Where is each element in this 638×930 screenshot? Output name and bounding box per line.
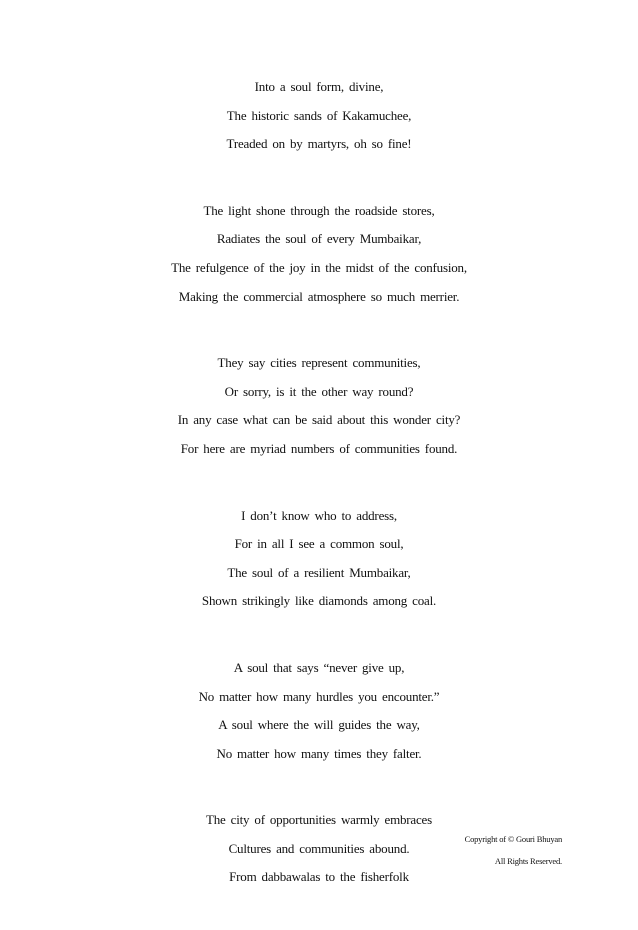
stanza-3 (0, 349, 638, 463)
poem-line: In any case what can be said about this wonder city? (177, 412, 461, 428)
poem-line: For in all I see a common soul, (234, 536, 404, 552)
poem-line: Treaded on by martyrs, oh so fine! (226, 136, 412, 152)
poem-line: Making the commercial atmosphere so much merrier. (178, 288, 460, 304)
poem-line: No matter how many times they falter. (216, 745, 422, 761)
poem-line: Shown strikingly like diamonds among coal. (201, 593, 437, 609)
stanza-2 (0, 197, 638, 311)
poem-line: Radiates the soul of every Mumbaikar, (216, 231, 422, 247)
poem-body (0, 73, 638, 930)
copyright-notice: Copyright of © Gouri Bhuyan (464, 834, 562, 844)
poem-line: They say cities represent communities, (217, 355, 421, 371)
poem-line: No matter how many hurdles you encounter.” (198, 688, 440, 704)
poem-line: The historic sands of Kakamuchee, (226, 107, 412, 123)
page-footer (465, 833, 562, 867)
poem-line: The light shone through the roadside stores, (203, 202, 435, 218)
poem-line: The soul of a resilient Mumbaikar, (227, 564, 411, 580)
poem-line: The city of opportunities warmly embraces (206, 812, 432, 828)
stanza-4 (0, 502, 638, 616)
stanza-5 (0, 654, 638, 768)
poem-line: A soul that says “never give up, (233, 659, 405, 675)
poem-line: I don’t know who to address, (241, 507, 397, 523)
poem-line: From dabbawalas to the fisherfolk (229, 869, 409, 885)
poem-line: Cultures and communities abound. (228, 840, 410, 856)
rights-notice: All Rights Reserved. (494, 856, 562, 866)
stanza-1 (0, 73, 638, 159)
poem-line: A soul where the will guides the way, (218, 717, 420, 733)
poem-line: For here are myriad numbers of communities found. (180, 440, 458, 456)
poem-line: Or sorry, is it the other way round? (224, 383, 414, 399)
poem-line: The refulgence of the joy in the midst of the confusion, (171, 259, 467, 275)
poem-line: Into a soul form, divine, (254, 79, 384, 94)
